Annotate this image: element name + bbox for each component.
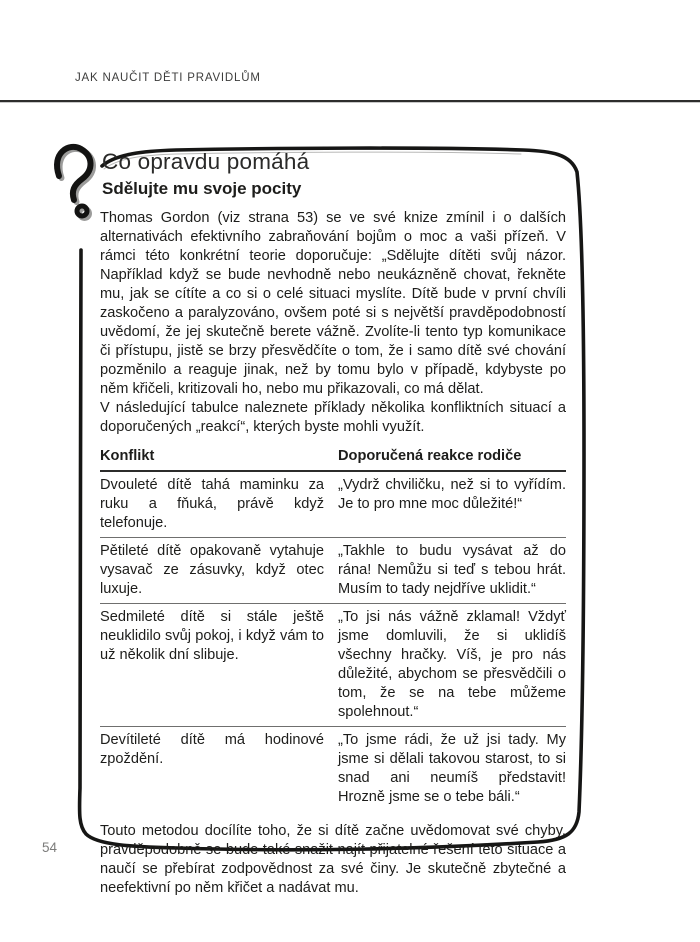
intro-paragraph-2: V následující tabulce naleznete příklady několika konfliktních situací a doporučených „reakcí“, kterých byste mohli využít. xyxy=(100,400,566,435)
page-number: 54 xyxy=(42,840,58,855)
table-row xyxy=(100,471,566,538)
question-mark-icon xyxy=(57,147,93,219)
table-row xyxy=(100,727,566,812)
table-header-konflikt: Konflikt xyxy=(100,446,338,471)
cell-konflikt: Sedmileté dítě si stále ještě neuklidilo svůj pokoj, i když vám to už několik dní slibuje. xyxy=(100,604,338,727)
conflict-table xyxy=(100,446,566,811)
table-row xyxy=(100,604,566,727)
content-box xyxy=(100,148,566,898)
intro-paragraph-1: Thomas Gordon (viz strana 53) se ve své knize zmínil i o dalších alternativách efektivního zabraňování bojům o moc a vaši přízeň. V rámci této konkrétní teorie doporučuje: „Sdělujte dítěti svůj názor. Například když se bude nevhodně nebo neukázněně chovat, řekněte mu, jak se cítíte a co si o celé situaci myslíte. Dítě bude v první chvíli zaskočeno a paralyzováno, ovšem poté si s největší pravděpodobností uvědomí, že jej skutečně berete vážně. Zvolíte-li tento typ komunikace či přístupu, jistě se brzy přesvědčíte o tom, že i samo dítě své chování pozměnilo a reaguje jinak, než by tomu bylo v případě, kdybyste po něm křičeli, kritizovali ho, nebo mu přikazovali, co má dělat. xyxy=(100,210,566,397)
cell-konflikt: Dvouleté dítě tahá maminku za ruku a fňuká, právě když telefonuje. xyxy=(100,471,338,538)
cell-reakce: „Vydrž chviličku, než si to vyřídím. Je to pro mne moc důležité!“ xyxy=(338,471,566,538)
cell-konflikt: Pětileté dítě opakovaně vytahuje vysavač ze zásuvky, když otec luxuje. xyxy=(100,538,338,604)
cell-reakce: „To jsme rádi, že už jsi tady. My jsme si dělali takovou starost, to si snad ani neumíš představit! Hrozně jsme se o tebe báli.“ xyxy=(338,732,566,805)
closing-paragraph: Touto metodou docílíte toho, že si dítě začne uvědomovat své chyby, pravděpodobně se bude také snažit najít přijatelné řešení této situace a naučí se přebírat zodpovědnost za své činy. Je skutečně zbytečné a neefektivní po něm křičet a nadávat mu. xyxy=(100,823,566,896)
table-header-row xyxy=(100,446,566,471)
cell-reakce: „To jsi nás vážně zklamal! Vždyť jsme domluvili, že si uklidíš všechny hračky. Víš, je pro nás důležité, abychom se přesvědčili o tom, že se na tebe můžeme spolehnout.“ xyxy=(338,604,566,727)
cell-konflikt: Devítileté dítě má hodinové zpoždění. xyxy=(100,732,324,767)
table-header-reakce: Doporučená reakce rodiče xyxy=(338,446,566,471)
section-title: Co opravdu pomáhá xyxy=(102,149,310,174)
header-divider xyxy=(0,100,700,103)
running-head: JAK NAUČIT DĚTI PRAVIDLŮM xyxy=(75,72,261,84)
table-row xyxy=(100,538,566,604)
cell-reakce: „Takhle to budu vysávat až do rána! Nemůžu si teď s tebou hrát. Musím to tady nejdříve uklidit.“ xyxy=(338,538,566,604)
section-subtitle: Sdělujte mu svoje pocity xyxy=(102,179,302,198)
